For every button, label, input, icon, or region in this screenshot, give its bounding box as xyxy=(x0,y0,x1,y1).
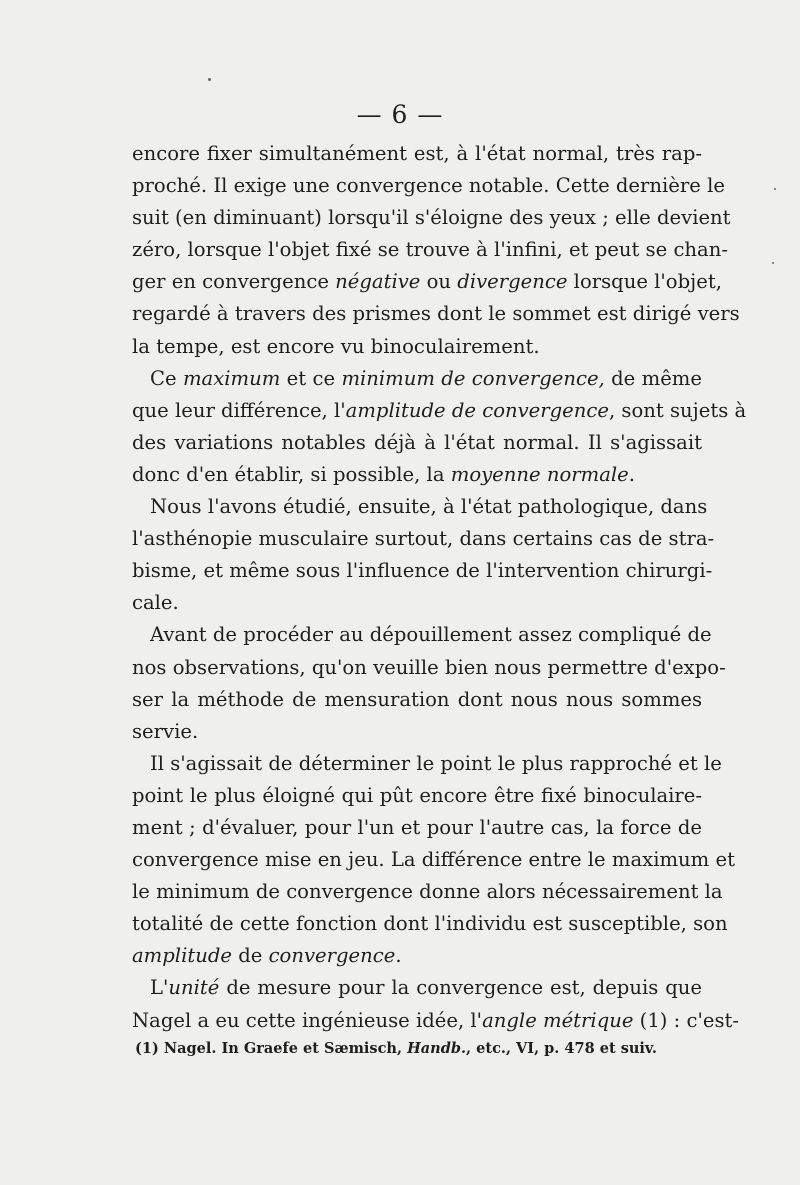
text-line xyxy=(132,298,740,330)
text-run: encore fixer simultanément est, à l'état normal, très rap- xyxy=(132,142,702,165)
italic-run: divergence xyxy=(457,270,568,294)
text-run: . xyxy=(395,944,402,968)
text-run: de xyxy=(231,944,269,968)
text-line xyxy=(132,844,735,876)
text-run: lorsque l'objet, xyxy=(567,270,722,294)
text-run: Avant de procéder au dépouillement assez compliqué de xyxy=(150,623,712,647)
text-run: l'asthénopie musculaire surtout, dans certains cas de stra- xyxy=(132,527,715,551)
text-run: servie. xyxy=(132,719,199,743)
text-line xyxy=(132,652,726,684)
text-line xyxy=(132,170,725,202)
paragraph xyxy=(132,748,735,973)
text-line xyxy=(132,234,728,266)
text-run: proché. Il exige une convergence notable. Cette dernière le xyxy=(132,174,725,198)
italic-run: minimum de convergence, xyxy=(341,366,605,390)
text-line xyxy=(132,812,702,844)
text-line xyxy=(132,716,702,748)
text-line xyxy=(132,331,702,363)
text-run: que leur différence, l' xyxy=(132,398,346,422)
text-run: ment ; d'évaluer, pour l'un et pour l'autre cas, la force de xyxy=(132,815,702,839)
text-line xyxy=(132,459,702,491)
text-run: bisme, et même sous l'influence de l'intervention chirurgi- xyxy=(132,559,713,583)
text-line xyxy=(132,876,723,908)
text-run: des variations notables déjà à l'état normal. Il s'agissait xyxy=(132,430,702,454)
footnote xyxy=(135,1040,695,1057)
text-run: convergence mise en jeu. La différence entre le maximum et xyxy=(132,848,735,872)
text-run: cale. xyxy=(132,591,179,615)
text-run: , etc., VI, p. 478 et suiv. xyxy=(466,1040,657,1057)
text-line xyxy=(132,202,731,234)
text-run: ou xyxy=(420,270,458,294)
text-run: de même xyxy=(604,366,702,390)
paragraph xyxy=(132,619,726,747)
text-line xyxy=(132,395,747,427)
text-line xyxy=(132,1005,739,1037)
text-line xyxy=(132,587,702,619)
text-run: Nagel a eu cette ingénieuse idée, l' xyxy=(132,1008,483,1032)
text-line xyxy=(132,138,702,170)
text-run: nos observations, qu'on veuille bien nous permettre d'expo- xyxy=(132,655,726,679)
text-run: ger en convergence xyxy=(132,270,336,294)
text-line xyxy=(132,427,702,459)
text-line xyxy=(132,491,708,523)
body-text xyxy=(132,138,747,1037)
text-line xyxy=(132,619,712,651)
italic-run: unité xyxy=(168,976,220,1000)
paragraph xyxy=(132,972,739,1036)
text-line xyxy=(132,684,702,716)
text-run: et ce xyxy=(280,366,342,390)
text-line xyxy=(132,972,702,1004)
paragraph xyxy=(132,363,747,491)
scan-speck xyxy=(774,188,776,190)
text-run: regardé à travers des prismes dont le sommet est dirigé vers xyxy=(132,302,740,326)
page-number: — 6 — xyxy=(356,100,444,129)
paragraph xyxy=(132,491,715,619)
paragraph xyxy=(132,138,740,363)
italic-run: Handb. xyxy=(407,1040,467,1057)
text-line xyxy=(132,523,715,555)
italic-run: moyenne normale xyxy=(450,462,629,486)
text-run: de mesure pour la convergence est, depuis que xyxy=(219,976,702,1000)
text-run: le minimum de convergence donne alors nécessairement la xyxy=(132,880,723,904)
italic-run: amplitude xyxy=(132,944,232,968)
text-run: . xyxy=(628,462,635,486)
text-run: , sont sujets à xyxy=(608,398,747,422)
italic-run: convergence xyxy=(268,944,396,968)
text-line xyxy=(132,780,702,812)
text-run: Ce xyxy=(150,366,183,390)
text-line xyxy=(132,940,702,972)
text-line xyxy=(132,908,728,940)
text-run: (1) : c'est- xyxy=(633,1008,739,1032)
italic-run: maximum xyxy=(182,366,281,390)
text-run: donc d'en établir, si possible, la xyxy=(132,462,451,486)
text-run: ser la méthode de mensuration dont nous nous sommes xyxy=(132,687,702,711)
text-line xyxy=(132,555,713,587)
text-run: zéro, lorsque l'objet fixé se trouve à l'infini, et peut se chan- xyxy=(132,238,728,262)
text-run: Il s'agissait de déterminer le point le plus rapproché et le xyxy=(150,751,722,775)
text-run: L' xyxy=(150,976,169,1000)
text-line xyxy=(132,748,722,780)
scan-speck xyxy=(772,262,774,264)
text-run: (1) Nagel. In Graefe et Sæmisch, xyxy=(135,1040,408,1057)
italic-run: angle métrique xyxy=(482,1008,634,1032)
text-line xyxy=(132,266,722,298)
text-line xyxy=(132,363,702,395)
text-run: Nous l'avons étudié, ensuite, à l'état pathologique, dans xyxy=(150,495,708,519)
scan-speck xyxy=(208,78,211,81)
text-run: totalité de cette fonction dont l'individu est susceptible, son xyxy=(132,912,728,936)
italic-run: négative xyxy=(335,270,421,294)
text-run: point le plus éloigné qui pût encore être fixé binoculaire- xyxy=(132,783,702,807)
italic-run: amplitude de convergence xyxy=(345,398,609,422)
text-run: la tempe, est encore vu binoculairement. xyxy=(132,334,540,358)
text-run: suit (en diminuant) lorsqu'il s'éloigne des yeux ; elle devient xyxy=(132,206,731,230)
